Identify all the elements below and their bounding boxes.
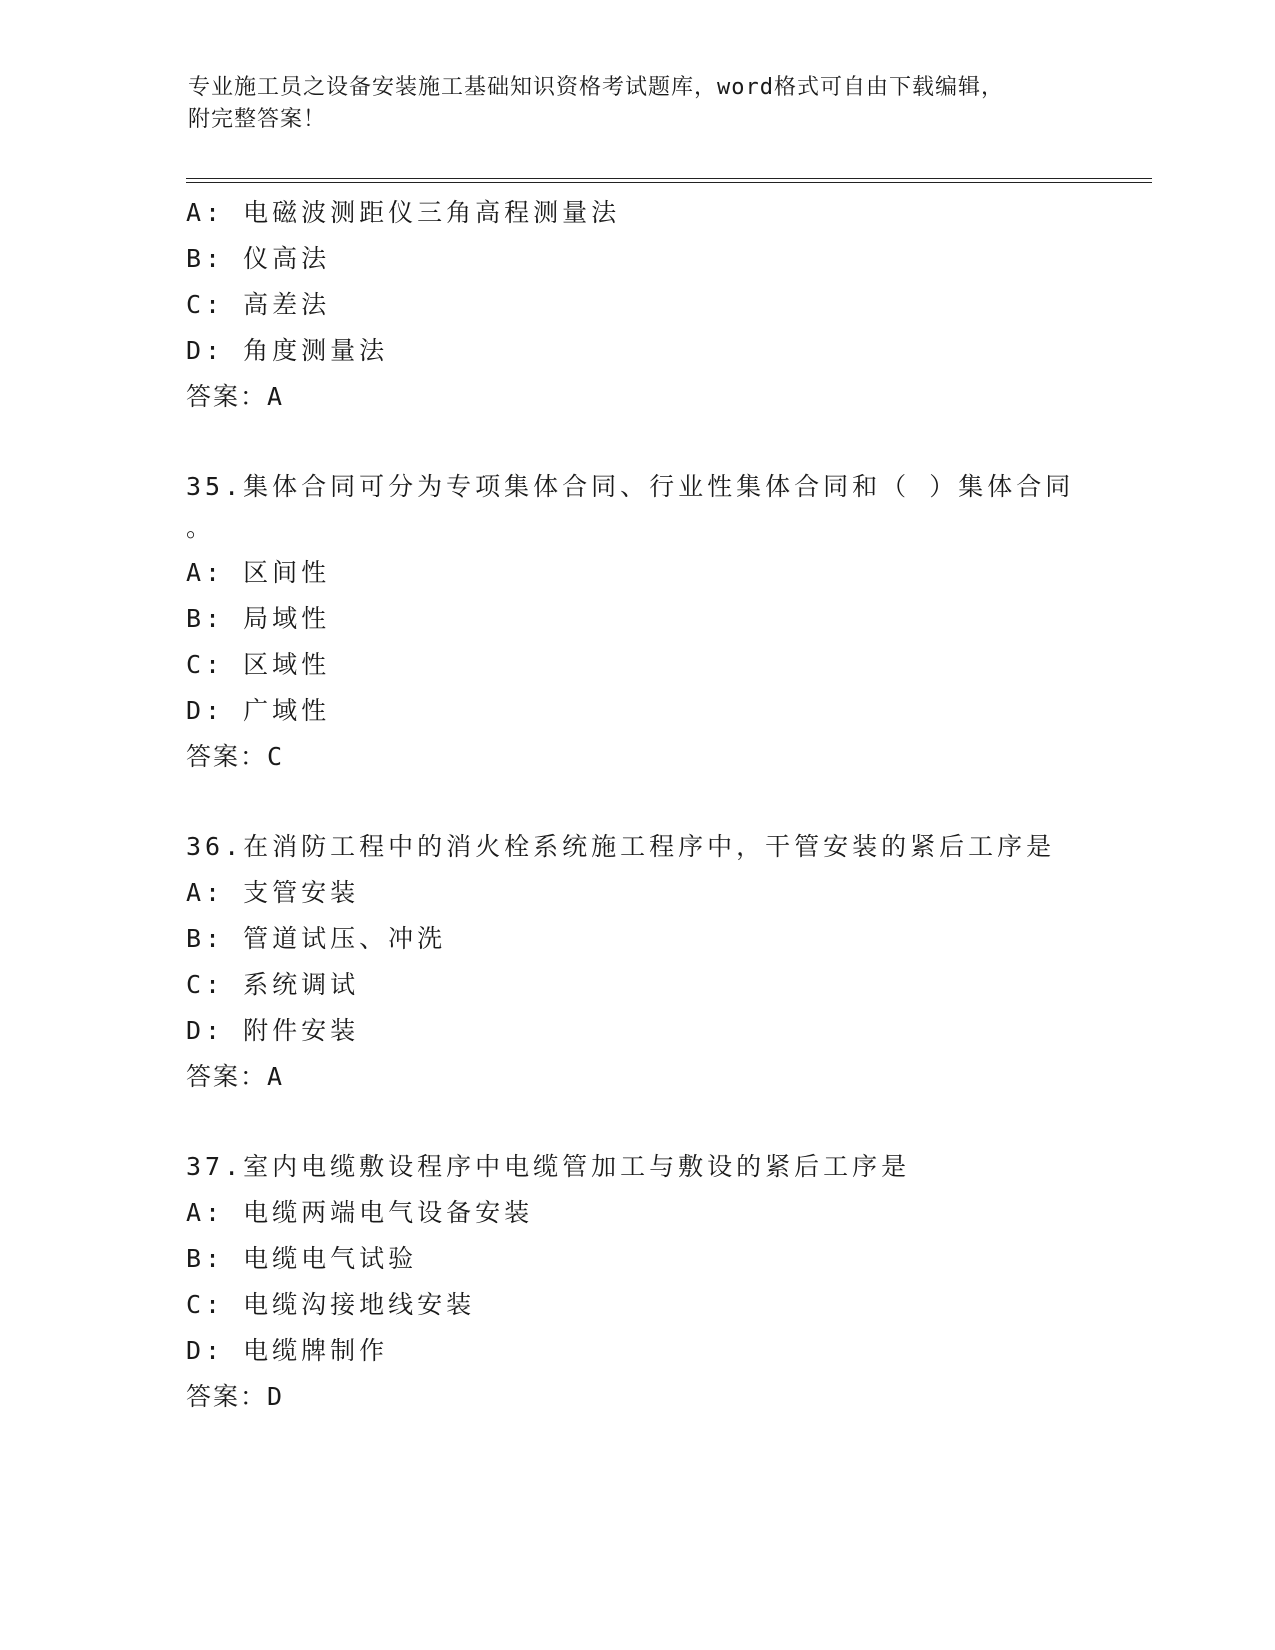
option-b: B: 局域性 [186, 604, 331, 633]
option-d: D: 广域性 [186, 696, 331, 725]
option-d: D: 角度测量法 [186, 336, 389, 365]
answer-line: 答案：D [186, 1382, 285, 1411]
question-text: 37.室内电缆敷设程序中电缆管加工与敷设的紧后工序是 [186, 1152, 911, 1181]
option-c: C: 高差法 [186, 290, 331, 319]
option-b: B: 电缆电气试验 [186, 1244, 418, 1273]
option-c: C: 电缆沟接地线安装 [186, 1290, 476, 1319]
question-block-36 [186, 824, 1146, 1100]
option-d: D: 附件安装 [186, 1016, 360, 1045]
question-list [186, 190, 1146, 1420]
block-spacer [186, 1100, 1146, 1144]
option-a: A: 区间性 [186, 558, 331, 587]
question-text-continued: 。 [186, 513, 216, 542]
option-c: C: 区域性 [186, 650, 331, 679]
option-a: A: 支管安装 [186, 878, 360, 907]
answer-line: 答案：C [186, 742, 285, 771]
option-d: D: 电缆牌制作 [186, 1336, 389, 1365]
document-header [188, 72, 1088, 136]
answer-line: 答案：A [186, 1062, 285, 1091]
block-spacer [186, 780, 1146, 824]
option-a: A: 电磁波测距仪三角高程测量法 [186, 198, 621, 227]
header-line-2: 附完整答案！ [188, 107, 327, 132]
question-block-34 [186, 190, 1146, 420]
header-divider-top [186, 178, 1152, 179]
block-spacer [186, 420, 1146, 464]
option-b: B: 管道试压、冲洗 [186, 924, 447, 953]
question-text: 36.在消防工程中的消火栓系统施工程序中，干管安装的紧后工序是 [186, 832, 1056, 861]
option-b: B: 仪高法 [186, 244, 331, 273]
option-c: C: 系统调试 [186, 970, 360, 999]
question-block-35 [186, 464, 1146, 780]
option-a: A: 电缆两端电气设备安装 [186, 1198, 534, 1227]
header-divider-bottom [186, 182, 1152, 183]
question-block-37 [186, 1144, 1146, 1420]
answer-line: 答案：A [186, 382, 285, 411]
question-text: 35.集体合同可分为专项集体合同、行业性集体合同和（ ）集体合同 [186, 472, 1075, 501]
header-line-1: 专业施工员之设备安装施工基础知识资格考试题库，word格式可自由下载编辑， [188, 75, 1004, 100]
